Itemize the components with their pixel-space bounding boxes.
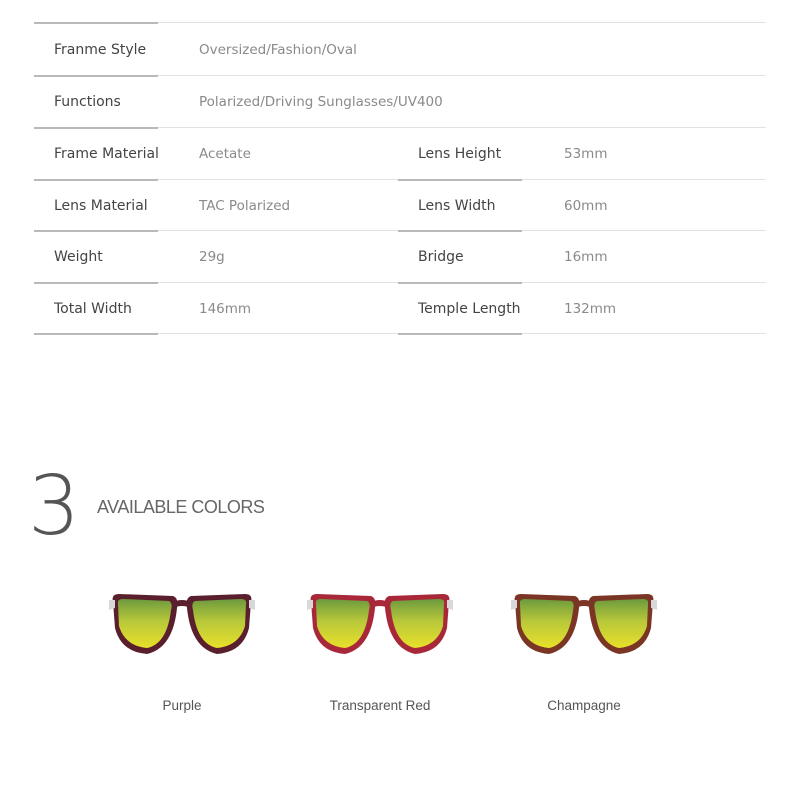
color-name: Purple xyxy=(162,698,202,713)
spec-value: 53mm xyxy=(564,146,608,162)
spec-row-functions xyxy=(34,76,766,128)
spec-label: Franme Style xyxy=(54,42,147,58)
spec-label: Lens Material xyxy=(54,198,148,214)
colors-count: 3 xyxy=(28,459,81,554)
spec-row-total-width xyxy=(34,283,766,335)
row-divider xyxy=(398,333,522,335)
color-name: Transparent Red xyxy=(329,698,431,713)
spec-value: 146mm xyxy=(199,301,252,317)
spec-row-lens-material xyxy=(34,180,766,232)
sunglasses-icon xyxy=(305,588,455,664)
spec-value: Acetate xyxy=(199,146,251,162)
spec-label: Temple Length xyxy=(418,301,521,317)
color-option-purple[interactable] xyxy=(102,588,262,713)
spec-label: Functions xyxy=(54,94,121,110)
spec-value: Polarized/Driving Sunglasses/UV400 xyxy=(199,94,443,110)
color-option-champagne[interactable] xyxy=(504,588,664,713)
spec-value: 16mm xyxy=(564,249,608,265)
row-divider xyxy=(34,333,158,335)
colors-heading: AVAILABLE COLORS xyxy=(97,497,265,517)
color-name: Champagne xyxy=(547,698,621,713)
sunglasses-icon xyxy=(107,588,257,664)
row-divider xyxy=(158,333,398,334)
color-option-transparent-red[interactable] xyxy=(300,588,460,713)
spec-row-frame-material xyxy=(34,128,766,180)
spec-label: Bridge xyxy=(418,249,464,265)
spec-label: Lens Height xyxy=(418,146,502,162)
spec-value: 60mm xyxy=(564,198,608,214)
spec-value: 29g xyxy=(199,249,225,265)
row-divider xyxy=(522,333,766,334)
sunglasses-icon xyxy=(509,588,659,664)
spec-value: TAC Polarized xyxy=(199,198,291,214)
spec-row-frame-style xyxy=(34,24,766,76)
spec-row-weight xyxy=(34,231,766,283)
spec-value: Oversized/Fashion/Oval xyxy=(199,42,357,58)
spec-label: Frame Material xyxy=(54,146,159,162)
spec-label: Lens Width xyxy=(418,198,496,214)
spec-label: Total Width xyxy=(54,301,132,317)
spec-label: Weight xyxy=(54,249,103,265)
row-divider xyxy=(158,22,766,23)
spec-value: 132mm xyxy=(564,301,617,317)
